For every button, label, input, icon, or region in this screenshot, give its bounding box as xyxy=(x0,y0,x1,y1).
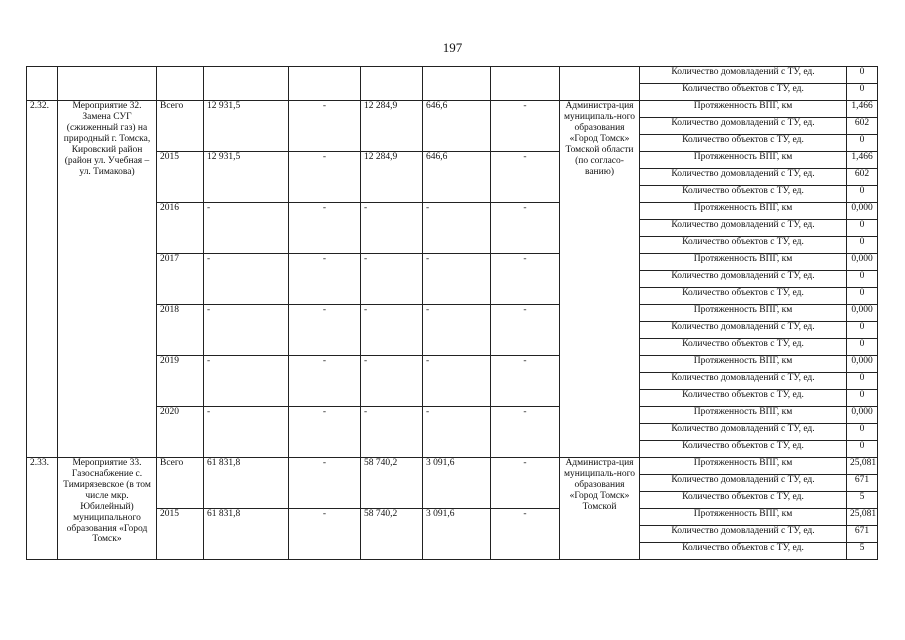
table-row xyxy=(27,101,878,118)
other-cell: - xyxy=(491,509,560,560)
year-cell: Всего xyxy=(157,458,204,509)
total-cell: - xyxy=(204,254,289,305)
indicator-label: Количество объектов с ТУ, ед. xyxy=(640,135,847,152)
other-cell: - xyxy=(491,356,560,407)
indicator-value: 0 xyxy=(847,84,878,101)
indicator-label: Количество объектов с ТУ, ед. xyxy=(640,492,847,509)
indicator-value: 0,000 xyxy=(847,356,878,373)
total-cell: 61 831,8 xyxy=(204,458,289,509)
regional-cell: 58 740,2 xyxy=(361,458,423,509)
indicator-value: 5 xyxy=(847,543,878,560)
measure-description: Мероприятие 33. Газоснабжение с. Тимирязевское (в том числе мкр. Юбилейный) муниципального образования «Город Томск» xyxy=(58,458,157,560)
total-cell: - xyxy=(204,305,289,356)
indicator-value: 671 xyxy=(847,475,878,492)
federal-cell: - xyxy=(289,407,361,458)
year-cell: 2016 xyxy=(157,203,204,254)
indicator-label: Протяженность ВПГ, км xyxy=(640,407,847,424)
regional-cell: - xyxy=(361,254,423,305)
federal-cell: - xyxy=(289,305,361,356)
regional-cell: - xyxy=(361,203,423,254)
indicator-label: Количество объектов с ТУ, ед. xyxy=(640,84,847,101)
year-cell: Всего xyxy=(157,101,204,152)
federal-cell: - xyxy=(289,152,361,203)
indicator-label: Протяженность ВПГ, км xyxy=(640,203,847,220)
indicator-value: 0 xyxy=(847,424,878,441)
indicator-label: Количество домовладений с ТУ, ед. xyxy=(640,169,847,186)
indicator-value: 0 xyxy=(847,339,878,356)
federal-cell: - xyxy=(289,356,361,407)
indicator-value: 1,466 xyxy=(847,152,878,169)
other-cell: - xyxy=(491,305,560,356)
indicator-label: Протяженность ВПГ, км xyxy=(640,305,847,322)
other-cell: - xyxy=(491,254,560,305)
indicator-label: Количество объектов с ТУ, ед. xyxy=(640,390,847,407)
indicator-label: Количество домовладений с ТУ, ед. xyxy=(640,526,847,543)
indicator-label: Количество объектов с ТУ, ед. xyxy=(640,186,847,203)
indicator-value: 0,000 xyxy=(847,203,878,220)
page-number: 197 xyxy=(442,40,463,55)
indicator-value: 671 xyxy=(847,526,878,543)
other-cell: - xyxy=(491,101,560,152)
indicator-label: Количество домовладений с ТУ, ед. xyxy=(640,424,847,441)
indicator-value: 0,000 xyxy=(847,407,878,424)
indicator-label: Протяженность ВПГ, км xyxy=(640,458,847,475)
federal-cell: - xyxy=(289,254,361,305)
other-cell: - xyxy=(491,203,560,254)
total-cell: - xyxy=(204,356,289,407)
table-row xyxy=(27,67,878,84)
indicator-value: 25,081 xyxy=(847,458,878,475)
indicator-label: Количество домовладений с ТУ, ед. xyxy=(640,322,847,339)
indicator-label: Количество объектов с ТУ, ед. xyxy=(640,441,847,458)
year-cell: 2015 xyxy=(157,152,204,203)
regional-cell: - xyxy=(361,356,423,407)
other-cell: - xyxy=(491,152,560,203)
measure-description: Мероприятие 32. Замена СУГ (сжиженный газ) на природный г. Томска, Кировский район (район ул. Учебная – ул. Тимакова) xyxy=(58,101,157,458)
indicator-label: Количество домовладений с ТУ, ед. xyxy=(640,475,847,492)
indicator-value: 5 xyxy=(847,492,878,509)
indicator-label: Количество домовладений с ТУ, ед. xyxy=(640,220,847,237)
regional-cell: 12 284,9 xyxy=(361,152,423,203)
year-cell: 2018 xyxy=(157,305,204,356)
indicator-label: Количество домовладений с ТУ, ед. xyxy=(640,373,847,390)
indicator-value: 0,000 xyxy=(847,305,878,322)
indicator-label: Протяженность ВПГ, км xyxy=(640,509,847,526)
other-cell: - xyxy=(491,458,560,509)
local-cell: - xyxy=(423,305,491,356)
indicator-value: 602 xyxy=(847,169,878,186)
indicator-value: 0 xyxy=(847,186,878,203)
year-cell: 2015 xyxy=(157,509,204,560)
regional-cell: 12 284,9 xyxy=(361,101,423,152)
local-cell: 646,6 xyxy=(423,101,491,152)
indicator-label: Количество домовладений с ТУ, ед. xyxy=(640,118,847,135)
indicator-label: Количество домовладений с ТУ, ед. xyxy=(640,67,847,84)
program-table xyxy=(26,66,878,560)
indicator-value: 0 xyxy=(847,220,878,237)
total-cell: - xyxy=(204,203,289,254)
measure-number: 2.32. xyxy=(27,101,58,458)
indicator-label: Количество домовладений с ТУ, ед. xyxy=(640,271,847,288)
regional-cell: 58 740,2 xyxy=(361,509,423,560)
indicator-value: 1,466 xyxy=(847,101,878,118)
measure-number: 2.33. xyxy=(27,458,58,560)
year-cell: 2019 xyxy=(157,356,204,407)
total-cell: - xyxy=(204,407,289,458)
indicator-label: Количество объектов с ТУ, ед. xyxy=(640,288,847,305)
year-cell: 2017 xyxy=(157,254,204,305)
local-cell: 646,6 xyxy=(423,152,491,203)
other-cell: - xyxy=(491,407,560,458)
indicator-value: 0 xyxy=(847,390,878,407)
indicator-value: 0 xyxy=(847,135,878,152)
indicator-value: 602 xyxy=(847,118,878,135)
indicator-value: 0 xyxy=(847,271,878,288)
local-cell: - xyxy=(423,407,491,458)
federal-cell: - xyxy=(289,203,361,254)
indicator-label: Протяженность ВПГ, км xyxy=(640,254,847,271)
indicator-label: Количество объектов с ТУ, ед. xyxy=(640,339,847,356)
indicator-value: 0 xyxy=(847,322,878,339)
total-cell: 12 931,5 xyxy=(204,101,289,152)
local-cell: - xyxy=(423,254,491,305)
executor-cell: Администра-ция муниципаль-ного образования «Город Томск» Томской xyxy=(560,458,640,560)
indicator-label: Протяженность ВПГ, км xyxy=(640,101,847,118)
indicator-label: Количество объектов с ТУ, ед. xyxy=(640,543,847,560)
local-cell: - xyxy=(423,203,491,254)
table-row xyxy=(27,458,878,475)
indicator-label: Протяженность ВПГ, км xyxy=(640,152,847,169)
indicator-value: 0 xyxy=(847,373,878,390)
regional-cell: - xyxy=(361,305,423,356)
executor-cell: Администра-ция муниципаль-ного образования «Город Томск» Томской области (по согласо-ванию) xyxy=(560,101,640,458)
total-cell: 61 831,8 xyxy=(204,509,289,560)
federal-cell: - xyxy=(289,509,361,560)
indicator-value: 0 xyxy=(847,237,878,254)
indicator-value: 0 xyxy=(847,441,878,458)
regional-cell: - xyxy=(361,407,423,458)
indicator-value: 0 xyxy=(847,288,878,305)
federal-cell: - xyxy=(289,101,361,152)
indicator-value: 0,000 xyxy=(847,254,878,271)
federal-cell: - xyxy=(289,458,361,509)
indicator-value: 0 xyxy=(847,67,878,84)
total-cell: 12 931,5 xyxy=(204,152,289,203)
local-cell: - xyxy=(423,356,491,407)
indicator-label: Протяженность ВПГ, км xyxy=(640,356,847,373)
indicator-label: Количество объектов с ТУ, ед. xyxy=(640,237,847,254)
indicator-value: 25,081 xyxy=(847,509,878,526)
local-cell: 3 091,6 xyxy=(423,458,491,509)
local-cell: 3 091,6 xyxy=(423,509,491,560)
year-cell: 2020 xyxy=(157,407,204,458)
